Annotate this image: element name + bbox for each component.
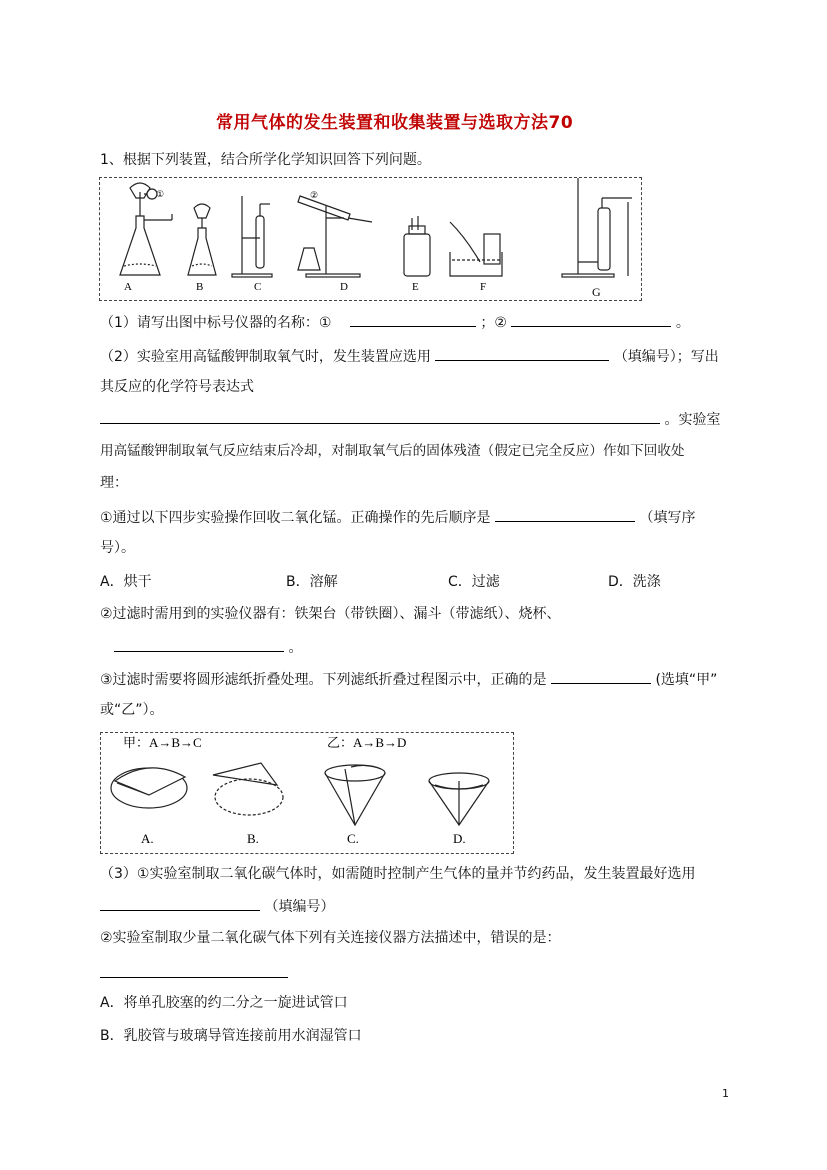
apparatus-f [450,222,502,276]
answer-blank-2[interactable] [511,311,671,327]
label-g: G [592,285,601,299]
question-intro: 1、根据下列装置，结合所学化学知识回答下列问题。 [100,152,431,168]
part-2-line-1 [100,345,719,367]
apparatus-figure [99,177,642,301]
part-3-option-b: B．乳胶管与玻璃导管连接前用水润湿管口 [100,1028,362,1044]
answer-blank-4[interactable] [100,408,660,424]
label-e: E [412,281,419,293]
part-2-text-f: 理： [100,475,128,491]
fold-c [325,765,385,825]
page-number: 1 [722,1087,729,1100]
page-title: 常用气体的发生装置和收集装置与选取方法70 [216,113,574,133]
answer-blank-3[interactable] [435,345,609,361]
label-jia: 甲：A→B→C [123,735,202,750]
marker-2: ② [310,190,319,200]
part-1-line [100,311,690,333]
part-2-line-3 [100,408,720,430]
apparatus-drawing [100,178,641,300]
answer-blank-1[interactable] [350,311,476,327]
option-b: B．溶解 [286,574,338,590]
option-c: C．过滤 [448,574,500,590]
label-fold-c: C. [347,831,359,846]
option-a: A．烘干 [100,574,152,590]
apparatus-a [120,183,172,275]
apparatus-d [298,196,372,277]
part-1-text: （1）请写出图中标号仪器的名称：① [100,315,332,331]
filter-paper-figure [100,732,514,854]
part-3-text-c: ②实验室制取少量二氧化碳气体下列有关连接仪器方法描述中，错误的是： [100,930,561,946]
sub-2-end: 。 [288,640,303,656]
sub-3-text-c: 或“乙”）。 [100,702,164,718]
part-1-sep: ；② [480,315,507,331]
part-3-text-a: （3）①实验室制取二氧化碳气体时，如需随时控制产生气体的量并节约药品，发生装置最好选用 [100,866,696,882]
label-a: A [124,281,132,293]
label-b: B [196,281,204,293]
sub-1-text-c: 号）。 [100,540,135,556]
apparatus-c [232,196,272,277]
apparatus-g [562,178,632,277]
sub-1-text-a: ①通过以下四步实验操作回收二氧化锰。正确操作的先后顺序是 [100,510,491,526]
label-d: D [340,281,348,293]
fold-b [213,763,283,815]
marker-1: ① [156,189,165,199]
part-2-text-a: （2）实验室用高锰酸钾制取氧气时，发生装置应选用 [100,349,431,365]
sub-2-line-2 [100,636,302,658]
sub-1-text-b: （填写序 [639,510,696,526]
part-2-text-b: （填编号）；写出 [613,349,719,365]
part-2-text-e: 用高锰酸钾制取氧气反应结束后冷却，对制取氧气后的固体残渣（假定已完全反应）作如下回收处 [100,443,685,459]
part-3-line-2 [100,895,334,917]
label-f: F [480,281,487,293]
apparatus-e [404,216,430,276]
label-fold-b: B. [247,831,259,846]
part-3-option-a: A．将单孔胶塞的约二分之一旋进试管口 [100,995,348,1011]
part-2-text-d: 。实验室 [664,412,721,428]
label-fold-a: A. [141,831,154,846]
sub-1-line [100,506,695,528]
sub-2-text-a: ②过滤时需用到的实验仪器有：铁架台（带铁圈）、漏斗（带滤纸）、烧杯、 [100,606,561,622]
filter-paper-drawing [101,733,513,853]
answer-blank-5[interactable] [495,506,635,522]
sub-3-text-a: ③过滤时需要将圆形滤纸折叠处理。下列滤纸折叠过程图示中，正确的是 [100,672,547,688]
option-d: D．洗涤 [608,574,661,590]
apparatus-b [188,204,216,275]
answer-blank-7[interactable] [551,668,651,684]
part-2-text-c: 其反应的化学符号表达式 [100,379,254,395]
label-fold-d: D. [453,831,466,846]
fold-a [111,768,187,808]
answer-blank-6[interactable] [114,636,284,652]
sub-3-text-b: (选填“甲” [655,672,718,688]
part-3-line-4 [100,962,288,984]
answer-blank-8[interactable] [100,895,260,911]
label-c: C [254,281,262,293]
part-3-text-b: （填编号） [264,899,335,915]
part-1-end: 。 [675,315,690,331]
answer-blank-9[interactable] [100,962,288,978]
label-yi: 乙：A→B→D [327,735,407,750]
fold-d [429,773,489,825]
sub-3-line [100,668,717,690]
